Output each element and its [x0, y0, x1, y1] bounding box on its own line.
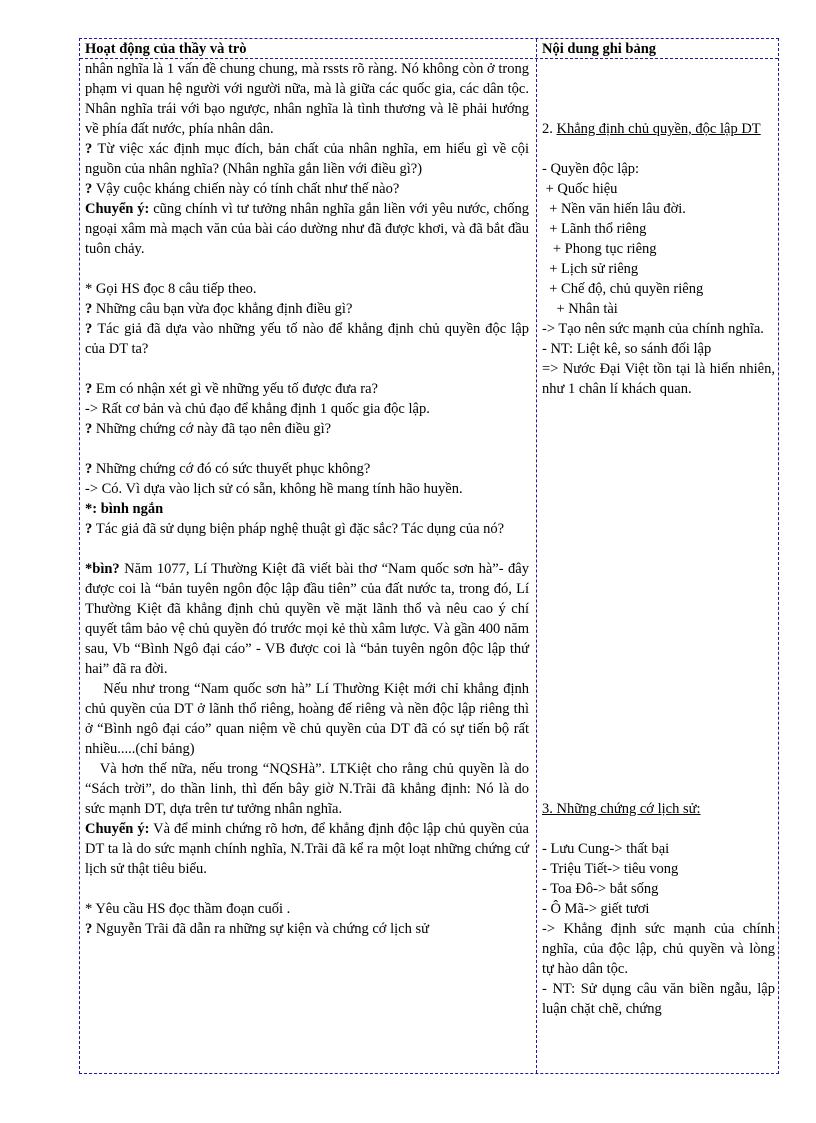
technique-note: - NT: Sử dụng câu văn biền ngẫu, lập luận chặt chẽ, chứng — [542, 981, 775, 1017]
answer: -> Có. Vì dựa vào lịch sử có sẵn, không hề mang tính hão huyền. — [85, 481, 463, 497]
section-heading-3: 3. Những chứng cớ lịch sử: — [542, 801, 701, 817]
board-column — [542, 59, 775, 1019]
paragraph: Nếu như trong “Nam quốc sơn hà” Lí Thường Kiệt mới chỉ khẳng định chủ quyền của DT ở lãnh thổ riêng, hoàng đế riêng và nền độc lập riêng thì ở “Bình ngô đại cáo” quan niệm về chủ quyền của DT đã có sự tiến bộ rất nhiều.....(chỉ bảng) — [85, 681, 529, 757]
question: ? Em có nhận xét gì về những yếu tố được đưa ra? — [85, 381, 378, 397]
conclusion: => Nước Đại Việt tồn tại là hiển nhiên, như 1 chân lí khách quan. — [542, 361, 775, 397]
transition: Chuyển ý: cũng chính vì tư tưởng nhân nghĩa gắn liền với yêu nước, chống ngoại xâm mà mạch văn của bài cáo dường như đã được khơi, và đã bắt đầu tuôn chảy. — [85, 201, 529, 257]
list-item: - Lưu Cung-> thất bại — [542, 841, 670, 857]
short-commentary-label: *: bình ngắn — [85, 501, 164, 517]
list-item: - Quyền độc lập: — [542, 161, 640, 177]
lesson-table — [79, 38, 779, 1074]
question: ? Từ việc xác định mục đích, bản chất của nhân nghĩa, em hiểu gì về cội nguồn của nhân nghĩa? (Nhân nghĩa gắn liền với điều gì?) — [85, 141, 529, 177]
question: ? Những chứng cớ đó có sức thuyết phục không? — [85, 461, 371, 477]
header-board-content: Nội dung ghi bảng — [542, 41, 657, 57]
question: ? Những câu bạn vừa đọc khẳng định điều gì? — [85, 301, 353, 317]
question: ? Tác giả đã dựa vào những yếu tố nào để khẳng định chủ quyền độc lập của DT ta? — [85, 321, 529, 357]
list-item: - Triệu Tiết-> tiêu vong — [542, 861, 679, 877]
answer: -> Rất cơ bản và chủ đạo để khẳng định 1 quốc gia độc lập. — [85, 401, 430, 417]
list-item: + Chế độ, chủ quyền riêng — [549, 281, 704, 297]
list-item: + Lịch sử riêng — [549, 261, 639, 277]
list-item: + Phong tục riêng — [552, 241, 657, 257]
list-item: + Quốc hiệu — [545, 181, 618, 197]
paragraph: Và hơn thế nữa, nếu trong “NQSHà”. LTKiệt cho rằng chủ quyền là do “Sách trời”, do thần linh, thì đến bây giờ N.Trãi đã khẳng định: Nó là do sức mạnh DT, dựa trên tư tưởng nhân nghĩa. — [85, 761, 530, 817]
paragraph: nhân nghĩa là 1 vấn đề chung chung, mà rssts rõ ràng. Nó không còn ở trong phạm vi quan hệ người với người nữa, mà là giữa các quốc gia, các dân tộc. Nhân nghĩa trái với bạo ngược, nhân nghĩa là tình thương và lẽ phải hướng về phía đất nước, phía nhân dân. — [85, 61, 529, 137]
conclusion: -> Tạo nên sức mạnh của chính nghĩa. — [542, 321, 764, 337]
transition: Chuyển ý: Và để minh chứng rõ hơn, để khẳng định độc lập chủ quyền của DT ta là do sức mạnh chính nghĩa, N.Trãi đã kể ra một loạt những chứng cứ lịch sử thật tiêu biểu. — [85, 821, 529, 877]
conclusion: -> Khẳng định sức mạnh của chính nghĩa, của độc lập, chủ quyền và lòng tự hào dân tộc. — [542, 921, 775, 977]
section-heading-2: 2. Khẳng định chủ quyền, độc lập DT — [542, 121, 761, 137]
list-item: - Ô Mã-> giết tươi — [542, 901, 650, 917]
question: ? Vậy cuộc kháng chiến này có tính chất như thế nào? — [85, 181, 400, 197]
question: ? Nguyễn Trãi đã dẫn ra những sự kiện và chứng cớ lịch sử — [85, 921, 429, 937]
question: ? Những chứng cớ này đã tạo nên điều gì? — [85, 421, 332, 437]
list-item: + Lãnh thổ riêng — [549, 221, 647, 237]
commentary: *bìn? Năm 1077, Lí Thường Kiệt đã viết bài thơ “Nam quốc sơn hà”- đây được coi là “bản tuyên ngôn độc lập đầu tiên” của đất nước ta, trong đó, Lí Thường Kiệt đã khẳng định chủ quyền về mặt lãnh thổ và nêu cao ý chí quyết tâm bảo vệ chủ quyền đó trước mọi kẻ thù xâm lược. Và gần 400 năm sau, Vb “Bình Ngô đại cáo” - VB được coi là “bản tuyên ngôn độc lập thứ hai” đã ra đời. — [85, 561, 529, 677]
column-divider — [536, 39, 537, 1073]
header-teacher-student: Hoạt động của thầy và trò — [85, 41, 247, 57]
technique-note: - NT: Liệt kê, so sánh đối lập — [542, 341, 712, 357]
instruction: * Yêu cầu HS đọc thầm đoạn cuối . — [85, 901, 291, 917]
list-item: + Nền văn hiến lâu đời. — [549, 201, 686, 217]
activity-column — [85, 59, 529, 939]
question: ? Tác giả đã sử dụng biện pháp nghệ thuật gì đặc sắc? Tác dụng của nó? — [85, 521, 505, 537]
instruction: * Gọi HS đọc 8 câu tiếp theo. — [85, 281, 257, 297]
list-item: - Toa Đô-> bắt sống — [542, 881, 659, 897]
list-item: + Nhân tài — [556, 301, 618, 317]
